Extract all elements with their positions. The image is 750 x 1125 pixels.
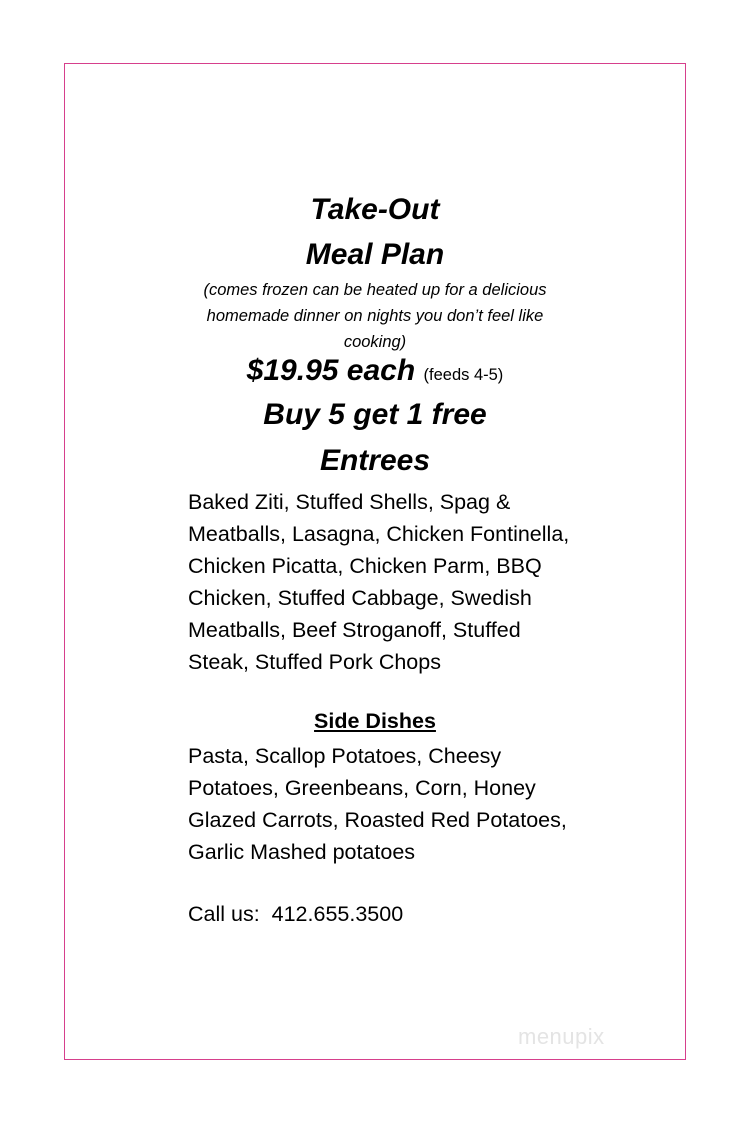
entrees-list: Baked Ziti, Stuffed Shells, Spag & Meatballs, Lasagna, Chicken Fontinella, Chicken Picatta, Chicken Parm, BBQ Chicken, Stuffed Cabbage, Swedish Meatballs, Beef Stroganoff, Stuffed Steak, Stuffed Pork Chops bbox=[188, 490, 570, 674]
title-line-2: Meal Plan bbox=[305, 238, 445, 271]
price-line bbox=[0, 354, 750, 388]
menupix-watermark: menupix bbox=[518, 1024, 605, 1049]
price-note: (feeds 4-5) bbox=[423, 366, 504, 384]
meal-plan-description: (comes frozen can be heated up for a delicious homemade dinner on nights you don’t feel like cooking) bbox=[203, 281, 547, 351]
promo: Buy 5 get 1 free bbox=[263, 398, 487, 431]
entrees-heading: Entrees bbox=[319, 444, 431, 477]
title-line-1: Take-Out bbox=[310, 193, 440, 226]
side-dishes-heading: Side Dishes bbox=[314, 709, 436, 733]
side-dishes-list: Pasta, Scallop Potatoes, Cheesy Potatoes, Greenbeans, Corn, Honey Glazed Carrots, Roasted Red Potatoes, Garlic Mashed potatoes bbox=[188, 744, 567, 864]
contact-phone: Call us: 412.655.3500 bbox=[188, 902, 404, 926]
price: $19.95 each bbox=[246, 354, 416, 387]
